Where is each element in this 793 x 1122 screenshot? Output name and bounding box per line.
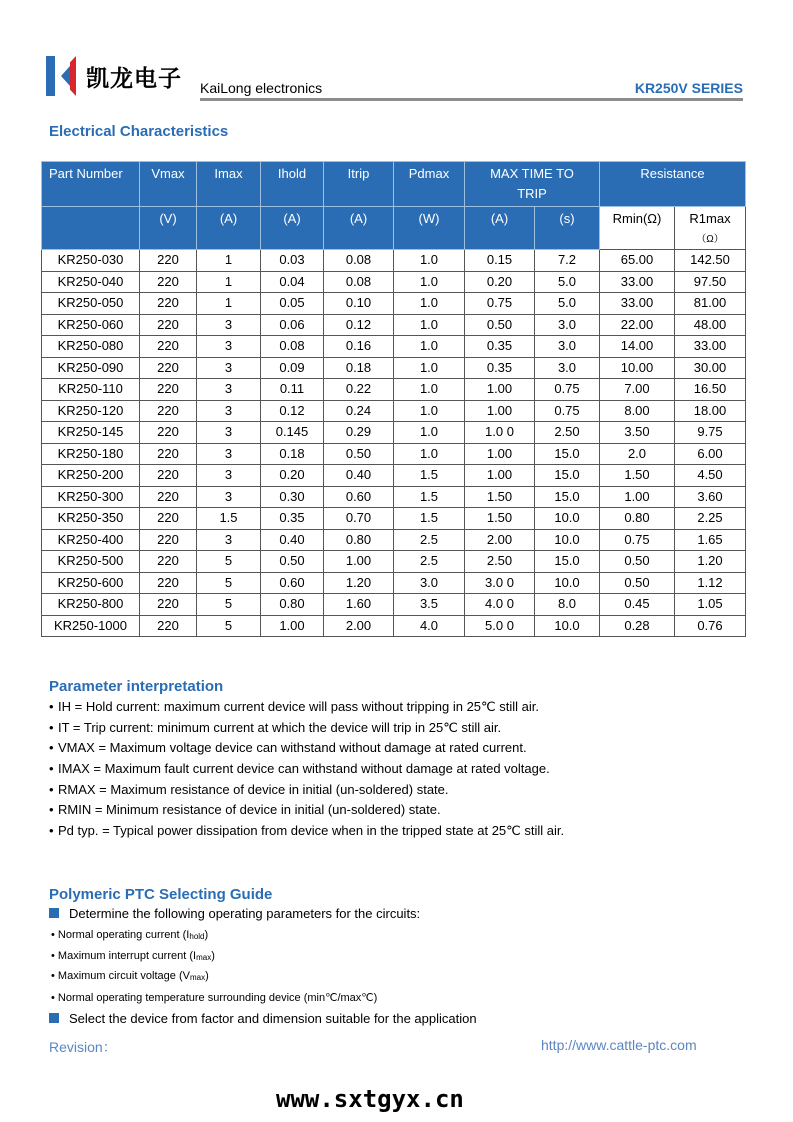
parameter-text: RMIN = Minimum resistance of device in initial (un-soldered) state. — [58, 802, 441, 818]
unit-itrip: (A) — [324, 207, 394, 250]
table-cell: 5 — [197, 594, 261, 616]
table-row — [42, 422, 746, 444]
guide-sub-item — [51, 950, 215, 962]
table-cell: 1.5 — [394, 465, 465, 487]
parameter-item — [49, 697, 564, 718]
table-cell: 10.0 — [535, 615, 600, 637]
table-cell: 2.5 — [394, 551, 465, 573]
header-pdmax: Pdmax — [394, 162, 465, 207]
table-cell: 1.0 — [394, 250, 465, 272]
header-part-number: Part Number — [42, 162, 140, 207]
table-cell: 14.00 — [600, 336, 675, 358]
table-row — [42, 443, 746, 465]
table-cell: 0.75 — [535, 400, 600, 422]
table-cell: 10.0 — [535, 529, 600, 551]
table-cell: 3.0 — [394, 572, 465, 594]
table-cell: 7.2 — [535, 250, 600, 272]
table-cell: 1 — [197, 293, 261, 315]
table-cell: 2.00 — [324, 615, 394, 637]
bullet: • — [51, 950, 55, 962]
table-cell: 1.0 — [394, 293, 465, 315]
table-cell: 3.5 — [394, 594, 465, 616]
table-cell: 1.00 — [465, 400, 535, 422]
table-cell: 65.00 — [600, 250, 675, 272]
table-cell: 33.00 — [600, 293, 675, 315]
table-cell: 5.0 — [535, 271, 600, 293]
header-max-time-to-trip: MAX TIME TO TRIP — [465, 162, 600, 207]
table-cell: 3.0 — [535, 314, 600, 336]
header-vmax: Vmax — [140, 162, 197, 207]
table-cell: 2.25 — [675, 508, 746, 530]
table-cell: KR250-600 — [42, 572, 140, 594]
table-cell: 15.0 — [535, 443, 600, 465]
table-cell: 0.75 — [535, 379, 600, 401]
table-cell: 48.00 — [675, 314, 746, 336]
table-cell: 0.35 — [465, 357, 535, 379]
table-cell: KR250-120 — [42, 400, 140, 422]
table-row — [42, 615, 746, 637]
parameter-item — [49, 800, 564, 821]
table-cell: 220 — [140, 465, 197, 487]
table-cell: 0.18 — [261, 443, 324, 465]
table-cell: KR250-400 — [42, 529, 140, 551]
table-cell: 0.10 — [324, 293, 394, 315]
table-cell: 0.12 — [261, 400, 324, 422]
table-cell: 0.80 — [600, 508, 675, 530]
table-row — [42, 271, 746, 293]
table-row — [42, 465, 746, 487]
brand-chinese-name: 凯龙电子 — [86, 65, 182, 92]
unit-pdmax: (W) — [394, 207, 465, 250]
bullet: • — [49, 761, 54, 777]
unit-time-seconds: (s) — [535, 207, 600, 250]
table-cell: 3 — [197, 529, 261, 551]
table-cell: 0.50 — [465, 314, 535, 336]
table-cell: 1.0 — [394, 336, 465, 358]
parameter-item — [49, 780, 564, 801]
table-cell: KR250-040 — [42, 271, 140, 293]
table-cell: 2.50 — [465, 551, 535, 573]
header-rmin: Rmin(Ω) — [600, 207, 675, 250]
table-row — [42, 357, 746, 379]
table-cell: 5.0 0 — [465, 615, 535, 637]
table-cell: 0.30 — [261, 486, 324, 508]
table-cell: 0.70 — [324, 508, 394, 530]
table-cell: 1.0 0 — [465, 422, 535, 444]
header-resistance: Resistance — [600, 162, 746, 207]
table-cell: 0.50 — [324, 443, 394, 465]
parameter-list — [49, 697, 564, 842]
table-cell: 0.80 — [261, 594, 324, 616]
electrical-characteristics-table — [41, 161, 746, 637]
table-cell: 0.35 — [465, 336, 535, 358]
square-bullet-icon — [49, 1013, 59, 1023]
table-cell: 0.50 — [600, 551, 675, 573]
parameter-text: IMAX = Maximum fault current device can withstand without damage at rated voltage. — [58, 761, 550, 777]
table-cell: 2.00 — [465, 529, 535, 551]
r1max-label: R1max — [689, 211, 731, 226]
table-cell: KR250-350 — [42, 508, 140, 530]
table-cell: 1.50 — [600, 465, 675, 487]
parameter-item — [49, 821, 564, 842]
table-cell: 4.50 — [675, 465, 746, 487]
table-cell: 1.00 — [465, 379, 535, 401]
table-cell: 0.40 — [324, 465, 394, 487]
table-cell: 220 — [140, 400, 197, 422]
kr-logo-icon — [46, 56, 78, 96]
table-cell: 1 — [197, 250, 261, 272]
guide-step-1-text: Determine the following operating parameters for the circuits: — [69, 906, 421, 921]
table-cell: 2.0 — [600, 443, 675, 465]
header-part-number-blank — [42, 207, 140, 250]
table-cell: 3 — [197, 314, 261, 336]
table-cell: 33.00 — [600, 271, 675, 293]
table-cell: 1.60 — [324, 594, 394, 616]
table-cell: 220 — [140, 357, 197, 379]
table-cell: KR250-060 — [42, 314, 140, 336]
table-cell: 0.09 — [261, 357, 324, 379]
table-cell: 1.0 — [394, 314, 465, 336]
table-cell: 220 — [140, 271, 197, 293]
table-cell: 1.0 — [394, 357, 465, 379]
table-cell: 3 — [197, 486, 261, 508]
square-bullet-icon — [49, 908, 59, 918]
parameter-text: RMAX = Maximum resistance of device in initial (un-soldered) state. — [58, 781, 449, 797]
table-cell: 0.28 — [600, 615, 675, 637]
header-ihold: Ihold — [261, 162, 324, 207]
table-body — [42, 250, 746, 637]
guide-sub-item — [51, 991, 377, 1004]
bullet: • — [49, 823, 54, 839]
table-cell: 142.50 — [675, 250, 746, 272]
table-cell: 0.20 — [261, 465, 324, 487]
table-cell: 1.5 — [394, 486, 465, 508]
header-imax: Imax — [197, 162, 261, 207]
table-cell: 3.0 — [535, 336, 600, 358]
table-cell: 8.0 — [535, 594, 600, 616]
bullet: • — [49, 740, 54, 756]
guide-step-1 — [49, 906, 420, 921]
header-r1max — [675, 207, 746, 250]
table-cell: 8.00 — [600, 400, 675, 422]
brand-english-name: KaiLong electronics — [200, 80, 323, 96]
table-cell: 220 — [140, 486, 197, 508]
table-cell: 0.18 — [324, 357, 394, 379]
table-cell: 1.5 — [394, 508, 465, 530]
table-row — [42, 336, 746, 358]
subscript: max — [189, 973, 206, 982]
table-cell: KR250-110 — [42, 379, 140, 401]
sub-item-close: ) — [211, 950, 215, 962]
guide-step-2-text: Select the device from factor and dimension suitable for the application — [69, 1011, 477, 1026]
table-cell: 1.00 — [600, 486, 675, 508]
table-cell: 1.00 — [465, 465, 535, 487]
table-cell: 1.20 — [324, 572, 394, 594]
table-cell: 7.00 — [600, 379, 675, 401]
table-cell: 3.0 0 — [465, 572, 535, 594]
table-cell: 33.00 — [675, 336, 746, 358]
table-row — [42, 529, 746, 551]
subscript: max — [196, 953, 212, 962]
table-cell: 0.08 — [261, 336, 324, 358]
table-cell: 97.50 — [675, 271, 746, 293]
unit-imax: (A) — [197, 207, 261, 250]
table-cell: 1.0 — [394, 443, 465, 465]
table-cell: 0.60 — [324, 486, 394, 508]
bullet: • — [49, 719, 54, 735]
table-cell: 1.0 — [394, 422, 465, 444]
table-cell: 220 — [140, 615, 197, 637]
table-cell: 1.0 — [394, 400, 465, 422]
table-cell: 1.00 — [324, 551, 394, 573]
table-cell: 0.06 — [261, 314, 324, 336]
unit-time-current: (A) — [465, 207, 535, 250]
unit-vmax: (V) — [140, 207, 197, 250]
table-row — [42, 508, 746, 530]
table-cell: 3 — [197, 443, 261, 465]
table-cell: 1.0 — [394, 271, 465, 293]
sub-item-text: Maximum interrupt current (I — [57, 950, 197, 962]
watermark-url: www.sxtgyx.cn — [276, 1085, 464, 1113]
table-cell: 220 — [140, 594, 197, 616]
table-cell: KR250-800 — [42, 594, 140, 616]
table-cell: 220 — [140, 508, 197, 530]
table-cell: 0.12 — [324, 314, 394, 336]
table-cell: 3 — [197, 465, 261, 487]
table-cell: 3 — [197, 400, 261, 422]
bullet: • — [51, 992, 55, 1004]
electrical-characteristics-heading: Electrical Characteristics — [49, 123, 229, 140]
table-cell: 220 — [140, 422, 197, 444]
table-cell: KR250-180 — [42, 443, 140, 465]
table-cell: KR250-080 — [42, 336, 140, 358]
table-cell: 0.04 — [261, 271, 324, 293]
table-cell: KR250-200 — [42, 465, 140, 487]
table-cell: 10.0 — [535, 572, 600, 594]
table-cell: 15.0 — [535, 465, 600, 487]
table-row — [42, 379, 746, 401]
table-cell: 4.0 — [394, 615, 465, 637]
table-cell: 220 — [140, 529, 197, 551]
table-cell: 3 — [197, 357, 261, 379]
table-cell: 1.12 — [675, 572, 746, 594]
table-cell: 0.50 — [600, 572, 675, 594]
table-cell: KR250-050 — [42, 293, 140, 315]
table-cell: 0.35 — [261, 508, 324, 530]
table-cell: 16.50 — [675, 379, 746, 401]
table-cell: 81.00 — [675, 293, 746, 315]
table-row — [42, 293, 746, 315]
selecting-guide-heading: Polymeric PTC Selecting Guide — [49, 886, 273, 903]
table-row — [42, 314, 746, 336]
table-cell: 0.24 — [324, 400, 394, 422]
table-cell: 0.29 — [324, 422, 394, 444]
sub-item-close: ) — [204, 929, 209, 941]
table-cell: 3.60 — [675, 486, 746, 508]
table-cell: KR250-300 — [42, 486, 140, 508]
series-title: KR250V SERIES — [634, 80, 743, 96]
website-link[interactable]: http://www.cattle-ptc.com — [541, 1037, 697, 1053]
parameter-text: VMAX = Maximum voltage device can withstand without damage at rated current. — [58, 740, 527, 756]
table-cell: 0.40 — [261, 529, 324, 551]
table-cell: KR250-145 — [42, 422, 140, 444]
table-cell: 6.00 — [675, 443, 746, 465]
sub-item-text: Normal operating temperature surrounding device (min℃/max℃) — [57, 992, 378, 1004]
table-cell: 1.20 — [675, 551, 746, 573]
bullet: • — [51, 970, 55, 982]
table-cell: 220 — [140, 293, 197, 315]
table-cell: 5 — [197, 615, 261, 637]
parameter-text: IH = Hold current: maximum current device will pass without tripping in 25℃ still air. — [58, 699, 539, 714]
table-cell: 0.08 — [324, 271, 394, 293]
table-cell: 15.0 — [535, 486, 600, 508]
guide-sub-item — [51, 970, 209, 982]
table-cell: 5.0 — [535, 293, 600, 315]
table-row — [42, 551, 746, 573]
table-cell: 15.0 — [535, 551, 600, 573]
table-cell: 10.00 — [600, 357, 675, 379]
parameter-item — [49, 718, 564, 739]
table-cell: 0.22 — [324, 379, 394, 401]
table-cell: 0.05 — [261, 293, 324, 315]
sub-item-text: Maximum circuit voltage (V — [57, 970, 190, 982]
table-cell: KR250-090 — [42, 357, 140, 379]
table-cell: 18.00 — [675, 400, 746, 422]
header-itrip: Itrip — [324, 162, 394, 207]
table-cell: 0.50 — [261, 551, 324, 573]
table-cell: 0.45 — [600, 594, 675, 616]
bullet: • — [51, 929, 55, 941]
table-cell: 9.75 — [675, 422, 746, 444]
table-cell: 220 — [140, 336, 197, 358]
revision-label: Revision： — [49, 1039, 117, 1055]
r1max-unit: （Ω） — [696, 234, 724, 245]
subscript: hold — [189, 932, 205, 941]
table-cell: 220 — [140, 443, 197, 465]
table-row — [42, 486, 746, 508]
table-cell: 5 — [197, 551, 261, 573]
table-cell: 0.11 — [261, 379, 324, 401]
unit-ihold: (A) — [261, 207, 324, 250]
table-cell: 0.76 — [675, 615, 746, 637]
table-cell: 3.50 — [600, 422, 675, 444]
table-cell: 220 — [140, 551, 197, 573]
table-cell: 2.50 — [535, 422, 600, 444]
table-cell: 5 — [197, 572, 261, 594]
table-cell: 1.65 — [675, 529, 746, 551]
table-cell: 220 — [140, 250, 197, 272]
table-cell: 0.15 — [465, 250, 535, 272]
table-cell: 220 — [140, 572, 197, 594]
table-row — [42, 594, 746, 616]
table-row — [42, 250, 746, 272]
bullet: • — [49, 802, 54, 818]
table-cell: 220 — [140, 314, 197, 336]
table-cell: 4.0 0 — [465, 594, 535, 616]
table-cell: 220 — [140, 379, 197, 401]
table-cell: 3 — [197, 336, 261, 358]
table-cell: 0.75 — [600, 529, 675, 551]
table-cell: 1.05 — [675, 594, 746, 616]
table-cell: 1.50 — [465, 486, 535, 508]
parameter-item — [49, 738, 564, 759]
table-cell: 22.00 — [600, 314, 675, 336]
sub-item-text: Normal operating current (I — [57, 929, 190, 941]
header-divider — [200, 98, 743, 101]
table-cell: 3 — [197, 379, 261, 401]
table-row — [42, 400, 746, 422]
guide-step-2 — [49, 1011, 477, 1026]
table-cell: 0.16 — [324, 336, 394, 358]
table-cell: 0.75 — [465, 293, 535, 315]
bullet: • — [49, 699, 54, 714]
table-cell: 1.00 — [261, 615, 324, 637]
table-cell: 30.00 — [675, 357, 746, 379]
parameter-interpretation-heading: Parameter interpretation — [49, 678, 224, 695]
table-cell: 1.00 — [465, 443, 535, 465]
table-cell: KR250-030 — [42, 250, 140, 272]
table-cell: 2.5 — [394, 529, 465, 551]
sub-item-close: ) — [205, 970, 209, 982]
bullet: • — [49, 781, 54, 797]
table-cell: 0.20 — [465, 271, 535, 293]
table-cell: 1.50 — [465, 508, 535, 530]
table-cell: 3.0 — [535, 357, 600, 379]
table-cell: 0.03 — [261, 250, 324, 272]
table-cell: 0.145 — [261, 422, 324, 444]
guide-sub-item — [51, 929, 208, 941]
parameter-item — [49, 759, 564, 780]
table-cell: 0.80 — [324, 529, 394, 551]
table-cell: 1.5 — [197, 508, 261, 530]
table-cell: 0.08 — [324, 250, 394, 272]
table-row — [42, 572, 746, 594]
table-cell: 10.0 — [535, 508, 600, 530]
table-cell: KR250-500 — [42, 551, 140, 573]
parameter-text: IT = Trip current: minimum current at which the device will trip in 25℃ still air. — [58, 719, 502, 735]
table-cell: 0.60 — [261, 572, 324, 594]
table-cell: 1.0 — [394, 379, 465, 401]
table-cell: 3 — [197, 422, 261, 444]
table-cell: KR250-1000 — [42, 615, 140, 637]
table-cell: 1 — [197, 271, 261, 293]
parameter-text: Pd typ. = Typical power dissipation from device when in the tripped state at 25℃ still air. — [58, 823, 565, 839]
